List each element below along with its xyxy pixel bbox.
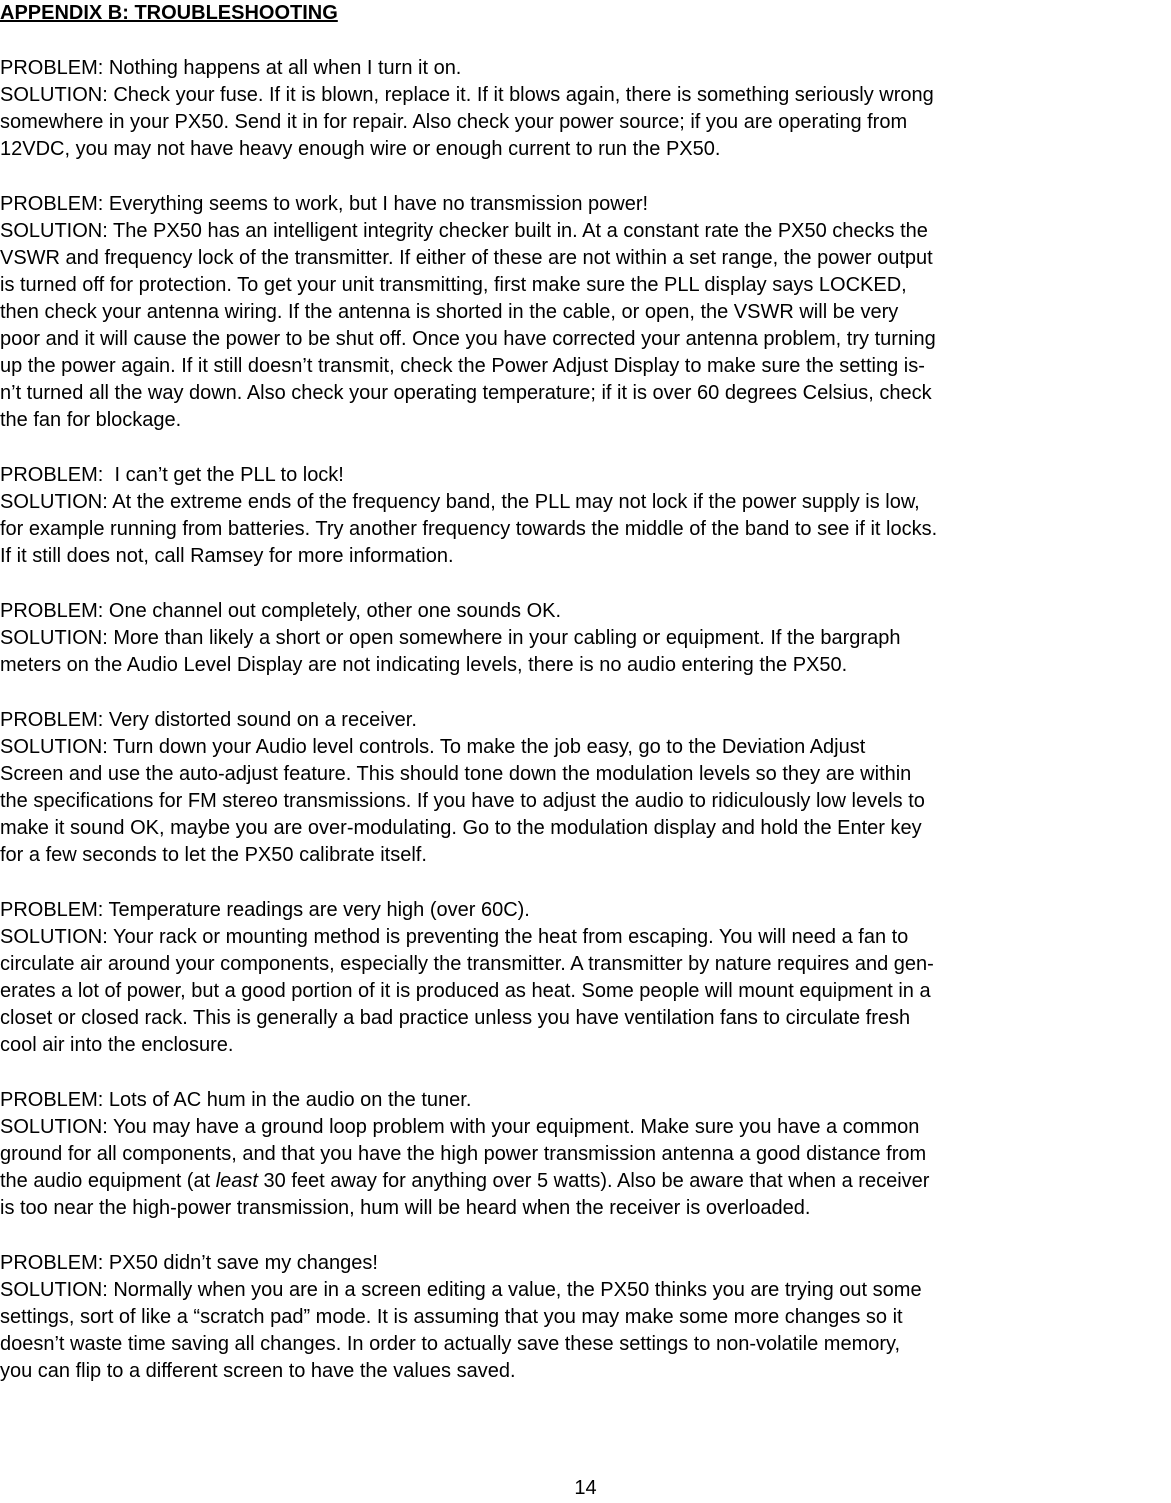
troubleshooting-entry (0, 897, 1171, 1059)
page-number: 14 (574, 1477, 597, 1499)
problem-text: PROBLEM: One channel out completely, other one sounds OK. (0, 600, 562, 622)
solution-line: SOLUTION: Check your fuse. If it is blown, replace it. If it blows again, there is something seriously wrong (0, 84, 934, 106)
solution-line: closet or closed rack. This is generally a bad practice unless you have ventilation fans to circulate fresh (0, 1007, 911, 1029)
solution-text-after: 30 feet away for anything over 5 watts). Also be aware that when a receiver (257, 1170, 930, 1192)
troubleshooting-entry (0, 55, 1171, 163)
solution-line: for example running from batteries. Try another frequency towards the middle of the band to see if it locks. (0, 518, 938, 540)
emphasis-word: least (215, 1170, 258, 1192)
problem-text: PROBLEM: Nothing happens at all when I turn it on. (0, 57, 462, 79)
solution-line: SOLUTION: Turn down your Audio level controls. To make the job easy, go to the Deviation Adjust (0, 736, 866, 758)
problem-text: PROBLEM: PX50 didn’t save my changes! (0, 1252, 378, 1274)
solution-line: ground for all components, and that you have the high power transmission antenna a good distance from (0, 1143, 927, 1165)
solution-line: doesn’t waste time saving all changes. In order to actually save these settings to non-volatile memory, (0, 1333, 901, 1355)
solution-line: the specifications for FM stereo transmissions. If you have to adjust the audio to ridiculously low levels to (0, 790, 925, 812)
solution-line: SOLUTION: At the extreme ends of the frequency band, the PLL may not lock if the power supply is low, (0, 491, 920, 513)
solution-line: settings, sort of like a “scratch pad” mode. It is assuming that you may make some more changes so it (0, 1306, 903, 1328)
solution-line: SOLUTION: Normally when you are in a screen editing a value, the PX50 thinks you are trying out some (0, 1279, 922, 1301)
problem-text: PROBLEM: I can’t get the PLL to lock! (0, 464, 344, 486)
troubleshooting-entry (0, 1250, 1171, 1385)
solution-line: SOLUTION: You may have a ground loop problem with your equipment. Make sure you have a common (0, 1116, 920, 1138)
solution-line: SOLUTION: Your rack or mounting method is preventing the heat from escaping. You will need a fan to (0, 926, 909, 948)
solution-line: meters on the Audio Level Display are not indicating levels, there is no audio entering the PX50. (0, 654, 848, 676)
solution-line: erates a lot of power, but a good portion of it is produced as heat. Some people will mount equipment in a (0, 980, 931, 1002)
solution-line: VSWR and frequency lock of the transmitter. If either of these are not within a set range, the power output (0, 247, 933, 269)
solution-line: you can flip to a different screen to have the values saved. (0, 1360, 516, 1382)
solution-line: then check your antenna wiring. If the antenna is shorted in the cable, or open, the VSWR will be very (0, 301, 899, 323)
troubleshooting-entry (0, 191, 1171, 434)
solution-line: circulate air around your components, especially the transmitter. A transmitter by nature requires and gen- (0, 953, 934, 975)
solution-line: somewhere in your PX50. Send it in for repair. Also check your power source; if you are operating from (0, 111, 908, 133)
problem-text: PROBLEM: Temperature readings are very high (over 60C). (0, 899, 530, 921)
problem-text: PROBLEM: Very distorted sound on a receiver. (0, 709, 417, 731)
solution-line: up the power again. If it still doesn’t transmit, check the Power Adjust Display to make sure the setting is- (0, 355, 925, 377)
solution-line: SOLUTION: More than likely a short or open somewhere in your cabling or equipment. If the bargraph (0, 627, 901, 649)
solution-line: is too near the high-power transmission, hum will be heard when the receiver is overloaded. (0, 1197, 811, 1219)
solution-line-with-emphasis (0, 1168, 1171, 1195)
solution-line: 12VDC, you may not have heavy enough wire or enough current to run the PX50. (0, 138, 721, 160)
solution-text-before: the audio equipment (at (0, 1170, 216, 1192)
solution-line: If it still does not, call Ramsey for more information. (0, 545, 454, 567)
troubleshooting-body (0, 55, 1171, 1385)
solution-line: cool air into the enclosure. (0, 1034, 234, 1056)
problem-text: PROBLEM: Everything seems to work, but I have no transmission power! (0, 193, 649, 215)
problem-text: PROBLEM: Lots of AC hum in the audio on the tuner. (0, 1089, 472, 1111)
solution-line: n’t turned all the way down. Also check your operating temperature; if it is over 60 degrees Celsius, check (0, 382, 932, 404)
troubleshooting-entry (0, 707, 1171, 869)
solution-line: make it sound OK, maybe you are over-modulating. Go to the modulation display and hold the Enter key (0, 817, 922, 839)
solution-line: Screen and use the auto-adjust feature. This should tone down the modulation levels so they are within (0, 763, 912, 785)
troubleshooting-entry (0, 1087, 1171, 1222)
troubleshooting-entry (0, 598, 1171, 679)
solution-line: SOLUTION: The PX50 has an intelligent integrity checker built in. At a constant rate the PX50 checks the (0, 220, 928, 242)
solution-line: is turned off for protection. To get your unit transmitting, first make sure the PLL display says LOCKED, (0, 274, 907, 296)
troubleshooting-entry (0, 462, 1171, 570)
solution-line: poor and it will cause the power to be shut off. Once you have corrected your antenna problem, try turning (0, 328, 936, 350)
solution-line: the fan for blockage. (0, 409, 182, 431)
solution-line: for a few seconds to let the PX50 calibrate itself. (0, 844, 427, 866)
appendix-heading: APPENDIX B: TROUBLESHOOTING (0, 2, 338, 24)
